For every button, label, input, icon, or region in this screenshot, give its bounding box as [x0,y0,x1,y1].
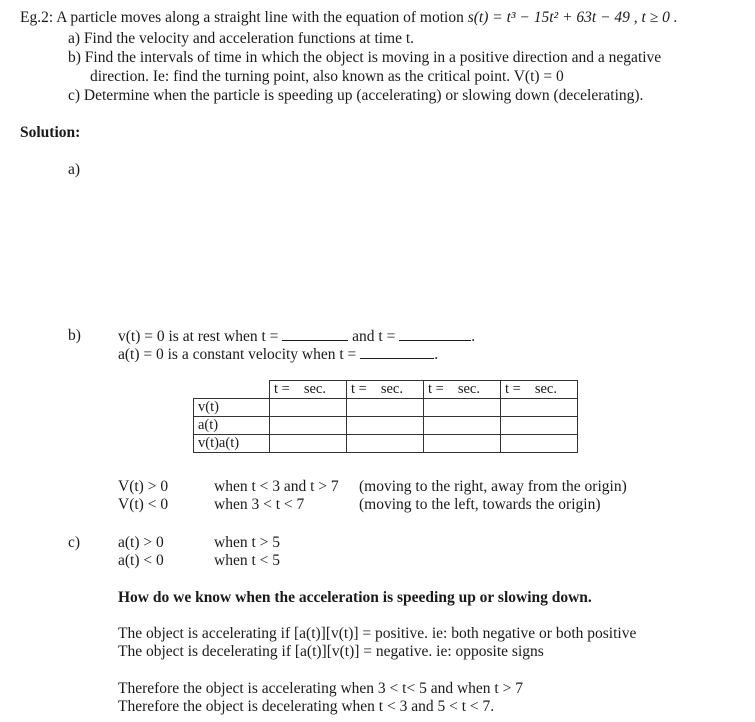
accel-cond: a(t) > 0 [118,534,164,551]
table-header-cell: t = sec. [347,381,424,399]
problem-statement: A particle moves along a straight line with the equation of motion [56,9,464,26]
rest-text: v(t) = 0 is at rest when t = [118,328,279,345]
row-label: v(t)a(t) [194,435,270,453]
table-row [194,399,578,417]
answer-blank[interactable] [360,344,434,359]
solution-b-label: b) [68,327,81,344]
table-cell[interactable] [347,435,424,453]
table-cell[interactable] [424,417,501,435]
table-corner [194,381,270,399]
answer-blank[interactable] [282,326,348,341]
part-letter: a) [68,30,81,47]
part-b-question-cont: direction. Ie: find the turning point, also known as the critical point. V(t) = 0 [90,68,564,85]
table-cell[interactable] [501,417,578,435]
period: . [471,328,476,345]
table-cell[interactable] [501,399,578,417]
accel-when: when t < 5 [214,552,280,569]
table-cell[interactable] [347,417,424,435]
table-header-cell: t = sec. [424,381,501,399]
part-text: Determine when the particle is speeding up (accelerating) or slowing down (decelerating). [83,87,644,104]
part-c-question [68,86,643,105]
part-a-question [68,29,414,48]
table-cell[interactable] [270,435,347,453]
table-cell[interactable] [270,417,347,435]
table-cell[interactable] [424,399,501,417]
part-letter: b) [68,49,81,66]
table-cell[interactable] [424,435,501,453]
velocity-when: when t < 3 and t > 7 [214,478,339,495]
problem-line [20,8,678,27]
accelerating-conclusion: Therefore the object is accelerating when 3 < t< 5 and when t > 7 [118,680,523,697]
period: . [434,346,439,363]
table-cell[interactable] [501,435,578,453]
problem-label: Eg.2: [20,9,54,26]
velocity-when: when 3 < t < 7 [214,496,305,513]
motion-equation: s(t) = t³ − 15t² + 63t − 49 , t ≥ 0 . [467,9,678,26]
answer-blank[interactable] [399,326,471,341]
table-header-cell: t = sec. [270,381,347,399]
sign-table [193,380,578,453]
velocity-cond: V(t) > 0 [118,478,169,495]
rest-line [118,326,475,346]
constant-velocity-text: a(t) = 0 is a constant velocity when t = [118,346,357,363]
decelerating-rule: The object is decelerating if [a(t)][v(t)] = negative. ie: opposite signs [118,643,544,660]
row-label: v(t) [194,399,270,417]
constant-velocity-line [118,344,438,364]
velocity-cond: V(t) < 0 [118,496,169,513]
table-header-row [194,381,578,399]
solution-c-label: c) [68,534,81,551]
accel-cond: a(t) < 0 [118,552,164,569]
part-text: Find the intervals of time in which the object is moving in a positive direction and a negative [84,49,662,66]
decelerating-conclusion: Therefore the object is decelerating when t < 3 and 5 < t < 7. [118,698,495,715]
and-text: and t = [352,328,396,345]
accelerating-rule: The object is accelerating if [a(t)][v(t)] = positive. ie: both negative or both positive [118,625,637,642]
accel-when: when t > 5 [214,534,280,551]
table-cell[interactable] [347,399,424,417]
table-header-cell: t = sec. [501,381,578,399]
part-letter: c) [68,87,81,104]
solution-heading: Solution: [20,124,81,141]
part-text: Find the velocity and acceleration functions at time t. [83,30,415,47]
acceleration-question: How do we know when the acceleration is speeding up or slowing down. [118,589,592,606]
table-row [194,417,578,435]
solution-a-label: a) [68,161,81,178]
velocity-meaning: (moving to the left, towards the origin) [359,496,601,513]
velocity-meaning: (moving to the right, away from the origin) [359,478,627,495]
part-b-question [68,48,661,67]
table-cell[interactable] [270,399,347,417]
row-label: a(t) [194,417,270,435]
table-row [194,435,578,453]
